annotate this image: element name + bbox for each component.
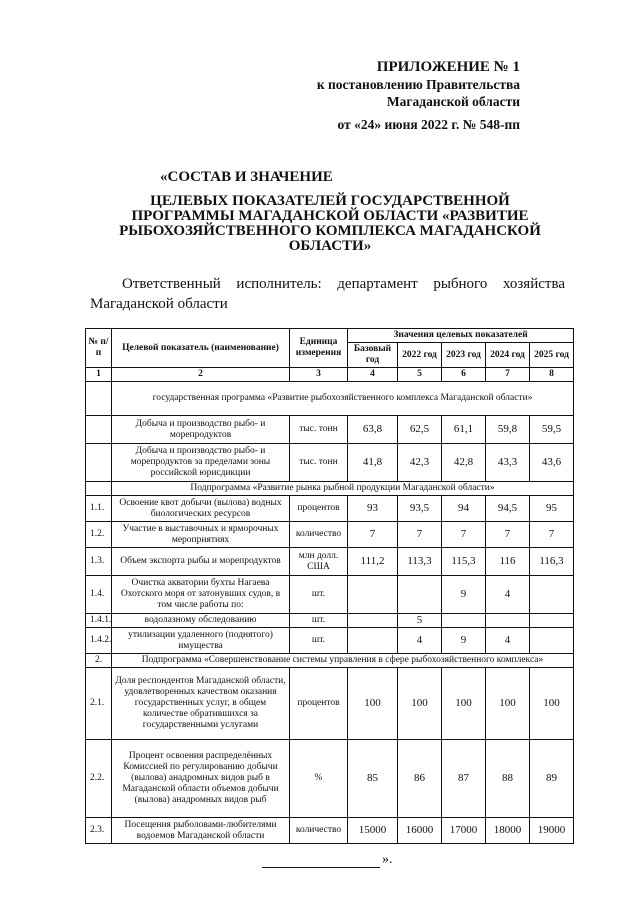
unit-cell: шт. [290, 614, 348, 628]
colnum: 8 [530, 368, 574, 382]
indicator-name: Процент освоения распределённых Комиссией по регулированию добычи (вылова) анадромных видов рыб в Магаданской области объемов добычи (вылова) анадромных видов рыб [112, 740, 290, 818]
resp-word-2: исполнитель: [236, 276, 322, 292]
value-cell: 100 [486, 668, 530, 740]
title-line-2: ЦЕЛЕВЫХ ПОКАЗАТЕЛЕЙ ГОСУДАРСТВЕННОЙ ПРОГРАММЫ МАГАДАНСКОЙ ОБЛАСТИ «РАЗВИТИЕ РЫБОХОЗЯЙСТВЕННОГО КОМПЛЕКСА МАГАДАНСКОЙ ОБЛАСТИ» [119, 193, 541, 254]
value-cell: 87 [442, 740, 486, 818]
value-cell: 88 [486, 740, 530, 818]
empty-cell [86, 416, 112, 444]
row-number: 2.2. [86, 740, 112, 818]
table-row [86, 522, 574, 548]
resp-word-4: рыбного [433, 276, 488, 292]
unit-cell: тыс. тонн [290, 444, 348, 482]
value-cell: 7 [486, 522, 530, 548]
closing-line [262, 852, 393, 868]
value-cell: 93 [348, 496, 398, 522]
subprogram-1-title: Подпрограмма «Развитие рынка рыбной продукции Магаданской области» [112, 482, 574, 496]
value-cell [486, 614, 530, 628]
indicator-name: утилизации удаленного (поднятого) имущества [112, 628, 290, 654]
empty-cell [86, 382, 112, 416]
header-2025: 2025 год [530, 343, 574, 368]
indicator-name: Добыча и производство рыбо- и морепродуктов за пределами зоны российской юрисдикции [112, 444, 290, 482]
value-cell: 42,3 [398, 444, 442, 482]
value-cell: 61,1 [442, 416, 486, 444]
colnum: 2 [112, 368, 290, 382]
value-cell: 100 [398, 668, 442, 740]
value-cell: 115,3 [442, 548, 486, 576]
responsible-line-1 [90, 274, 565, 294]
row-number: 1.3. [86, 548, 112, 576]
header-2022: 2022 год [398, 343, 442, 368]
value-cell: 100 [348, 668, 398, 740]
value-cell: 95 [530, 496, 574, 522]
value-cell [348, 576, 398, 614]
header-2023: 2023 год [442, 343, 486, 368]
unit-cell: процентов [290, 668, 348, 740]
indicators-table [85, 328, 574, 844]
unit-cell: шт. [290, 576, 348, 614]
indicator-name: Объем экспорта рыбы и морепродуктов [112, 548, 290, 576]
indicator-name: Посещения рыболовами-любителями водоемов Магаданской области [112, 818, 290, 844]
colnum: 7 [486, 368, 530, 382]
value-cell: 86 [398, 740, 442, 818]
value-cell: 5 [398, 614, 442, 628]
colnum: 4 [348, 368, 398, 382]
appendix-title: ПРИЛОЖЕНИЕ № 1 [376, 59, 520, 75]
value-cell: 7 [398, 522, 442, 548]
empty-cell [86, 482, 112, 496]
row-number: 2.3. [86, 818, 112, 844]
colnum: 5 [398, 368, 442, 382]
value-cell: 18000 [486, 818, 530, 844]
resp-word-1: Ответственный [122, 276, 221, 292]
value-cell: 94 [442, 496, 486, 522]
table-row [86, 496, 574, 522]
title-line-1: «СОСТАВ И ЗНАЧЕНИЕ [160, 169, 333, 185]
colnum: 3 [290, 368, 348, 382]
subprogram-1-row [86, 482, 574, 496]
resp-word-5: хозяйства [502, 276, 565, 292]
value-cell: 7 [530, 522, 574, 548]
table-row [86, 668, 574, 740]
value-cell [530, 576, 574, 614]
value-cell: 19000 [530, 818, 574, 844]
value-cell: 41,8 [348, 444, 398, 482]
appendix-line-2: Магаданской области [386, 94, 520, 109]
table-row [86, 740, 574, 818]
table-row [86, 628, 574, 654]
unit-cell: % [290, 740, 348, 818]
value-cell: 62,5 [398, 416, 442, 444]
value-cell: 4 [486, 576, 530, 614]
unit-cell: количество [290, 522, 348, 548]
indicator-name: водолазному обследованию [112, 614, 290, 628]
row-number: 1.2. [86, 522, 112, 548]
indicator-name: Доля респондентов Магаданской области, удовлетворенных качеством оказания государственных услуг, в общем количестве обратившихся за государственными услугами [112, 668, 290, 740]
value-cell [348, 628, 398, 654]
closing-quote: ». [382, 852, 393, 867]
column-numbers-row [86, 368, 574, 382]
appendix-block [260, 58, 520, 133]
unit-cell: тыс. тонн [290, 416, 348, 444]
value-cell [348, 614, 398, 628]
header-row-1 [86, 329, 574, 343]
header-no: № п/п [86, 329, 112, 368]
subprogram-2-row [86, 654, 574, 668]
value-cell: 17000 [442, 818, 486, 844]
value-cell: 100 [442, 668, 486, 740]
indicator-name: Очистка акватории бухты Нагаева Охотского моря от затонувших судов, в том числе работы по: [112, 576, 290, 614]
header-values-title: Значения целевых показателей [348, 329, 574, 343]
value-cell: 9 [442, 628, 486, 654]
subprogram-2-number: 2. [86, 654, 112, 668]
value-cell: 113,3 [398, 548, 442, 576]
value-cell: 111,2 [348, 548, 398, 576]
value-cell: 85 [348, 740, 398, 818]
row-number: 1.4.2. [86, 628, 112, 654]
value-cell: 15000 [348, 818, 398, 844]
table-row [86, 444, 574, 482]
responsible-executor [90, 274, 565, 314]
table-row [86, 416, 574, 444]
value-cell [530, 614, 574, 628]
value-cell: 16000 [398, 818, 442, 844]
header-base-year: Базовый год [348, 343, 398, 368]
empty-cell [86, 444, 112, 482]
value-cell: 116 [486, 548, 530, 576]
value-cell [530, 628, 574, 654]
value-cell: 43,3 [486, 444, 530, 482]
value-cell: 42,8 [442, 444, 486, 482]
value-cell: 7 [348, 522, 398, 548]
unit-cell: количество [290, 818, 348, 844]
appendix-date: от «24» июня 2022 г. № 548-пп [337, 117, 520, 132]
header-2024: 2024 год [486, 343, 530, 368]
value-cell: 63,8 [348, 416, 398, 444]
value-cell [442, 614, 486, 628]
program-title: государственная программа «Развитие рыбохозяйственного комплекса Магаданской области» [112, 382, 574, 416]
row-number: 1.4.1. [86, 614, 112, 628]
table-row [86, 818, 574, 844]
program-row [86, 382, 574, 416]
row-number: 1.4. [86, 576, 112, 614]
value-cell: 93,5 [398, 496, 442, 522]
indicator-name: Добыча и производство рыбо- и морепродуктов [112, 416, 290, 444]
value-cell: 59,8 [486, 416, 530, 444]
responsible-line-2: Магаданской области [90, 296, 228, 312]
value-cell: 7 [442, 522, 486, 548]
table-row [86, 614, 574, 628]
value-cell: 116,3 [530, 548, 574, 576]
indicator-name: Участие в выставочных и ярморочных мероприятиях [112, 522, 290, 548]
header-unit: Единица измерения [290, 329, 348, 368]
value-cell: 9 [442, 576, 486, 614]
resp-word-3: департамент [337, 276, 418, 292]
subprogram-2-title: Подпрограмма «Совершенствование системы управления в сфере рыбохозяйственного комплекса» [112, 654, 574, 668]
appendix-line-1: к постановлению Правительства [316, 77, 520, 92]
row-number: 1.1. [86, 496, 112, 522]
blank-line [262, 855, 380, 868]
colnum: 1 [86, 368, 112, 382]
value-cell: 100 [530, 668, 574, 740]
row-number: 2.1. [86, 668, 112, 740]
value-cell: 59,5 [530, 416, 574, 444]
table-row [86, 548, 574, 576]
colnum: 6 [442, 368, 486, 382]
unit-cell: млн долл. США [290, 548, 348, 576]
unit-cell: шт. [290, 628, 348, 654]
indicator-name: Освоение квот добычи (вылова) водных биологических ресурсов [112, 496, 290, 522]
value-cell: 89 [530, 740, 574, 818]
value-cell: 4 [398, 628, 442, 654]
header-indicator: Целевой показатель (наименование) [112, 329, 290, 368]
table-row [86, 576, 574, 614]
value-cell [398, 576, 442, 614]
document-title [100, 168, 560, 254]
value-cell: 43,6 [530, 444, 574, 482]
value-cell: 4 [486, 628, 530, 654]
unit-cell: процентов [290, 496, 348, 522]
value-cell: 94,5 [486, 496, 530, 522]
